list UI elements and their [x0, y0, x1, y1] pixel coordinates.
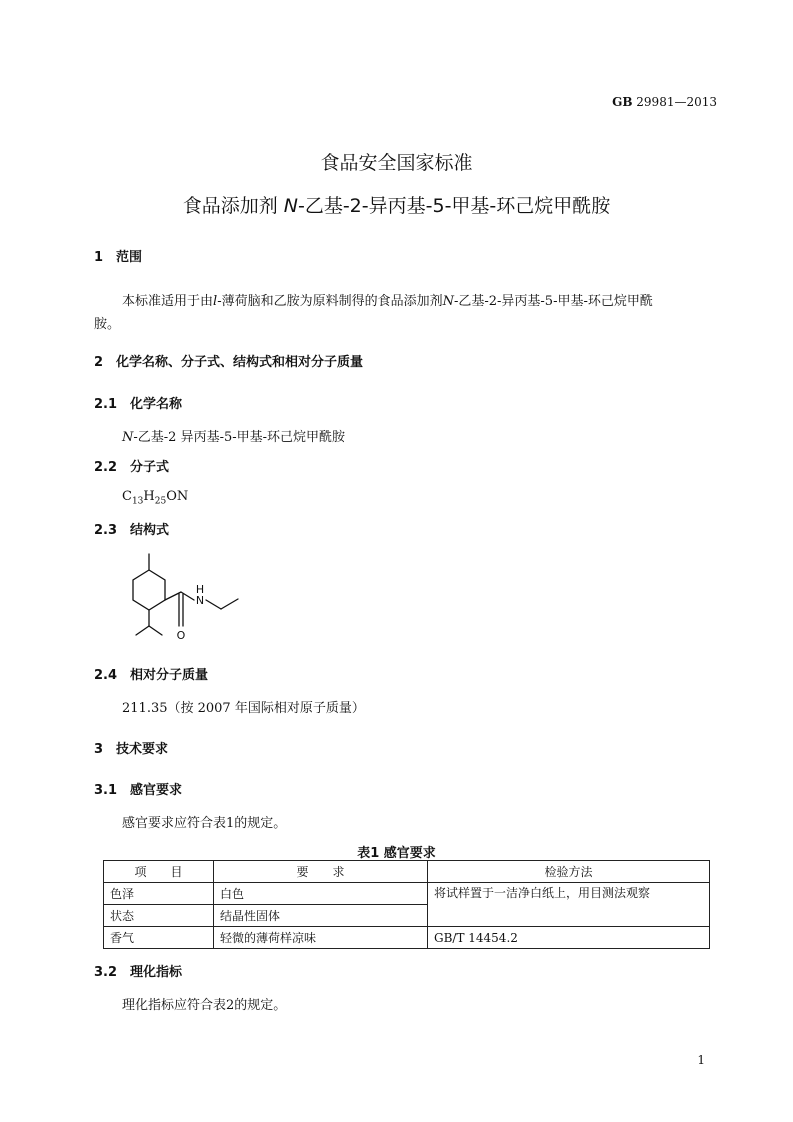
molecular-mass: 211.35（按 2007 年国际相对原子质量）: [122, 701, 365, 716]
table-cell-method: GB/T 14454.2: [428, 927, 710, 949]
nitrogen-label: N: [195, 594, 205, 607]
section-2-heading: 2 化学名称、分子式、结构式和相对分子质量: [94, 355, 364, 370]
structural-formula: [118, 548, 248, 648]
section-2-2-heading: 2.2 分子式: [94, 460, 170, 475]
table-cell-requirement: 轻微的薄荷样凉味: [214, 927, 428, 949]
table-caption: 表1 感官要求: [357, 846, 436, 861]
section-3-2-text: 理化指标应符合表2的规定。: [122, 998, 287, 1013]
table-cell-requirement: 白色: [214, 883, 428, 905]
table-header-method: 检验方法: [428, 861, 710, 883]
section-2-3-heading: 2.3 结构式: [94, 523, 170, 538]
table-cell-method-merged: 将试样置于一洁净白纸上，用目测法观察: [428, 883, 710, 927]
table-cell-item: 香气: [104, 927, 214, 949]
table-cell-item: 色泽: [104, 883, 214, 905]
section-1-text: 本标准适用于由l-薄荷脑和乙胺为原料制得的食品添加剂N-乙基-2-异丙基-5-甲基-环己烷甲酰: [122, 294, 653, 309]
section-1-text-cont: 胺。: [94, 317, 121, 332]
page-number: 1: [697, 1053, 705, 1067]
sensory-table: [103, 860, 710, 949]
section-2-4-heading: 2.4 相对分子质量: [94, 668, 209, 683]
section-3-2-heading: 3.2 理化指标: [94, 965, 183, 980]
section-3-1-heading: 3.1 感官要求: [94, 783, 183, 798]
table-header-requirement: 要 求: [214, 861, 428, 883]
section-3-1-text: 感官要求应符合表1的规定。: [122, 816, 287, 831]
section-3-heading: 3 技术要求: [94, 742, 169, 757]
table-header-item: 项 目: [104, 861, 214, 883]
section-1-heading: 1 范围: [94, 250, 143, 265]
table-cell-item: 状态: [104, 905, 214, 927]
table-cell-requirement: 结晶性固体: [214, 905, 428, 927]
chemical-name: N-乙基-2 异丙基-5-甲基-环己烷甲酰胺: [122, 430, 346, 445]
molecular-formula: $C_{13}H_{25}ON$: [122, 489, 189, 507]
page-subtitle: 食品添加剂 N-乙基-2-异丙基-5-甲基-环己烷甲酰胺: [182, 195, 611, 217]
table-row: [104, 927, 710, 949]
table-header-row: [104, 861, 710, 883]
oxygen-label: O: [176, 629, 186, 642]
section-2-1-heading: 2.1 化学名称: [94, 397, 183, 412]
hydrogen-label: H: [195, 583, 205, 596]
standard-code: GB 29981—2013: [612, 95, 717, 109]
table-row: [104, 883, 710, 905]
page-title: 食品安全国家标准: [320, 152, 473, 174]
